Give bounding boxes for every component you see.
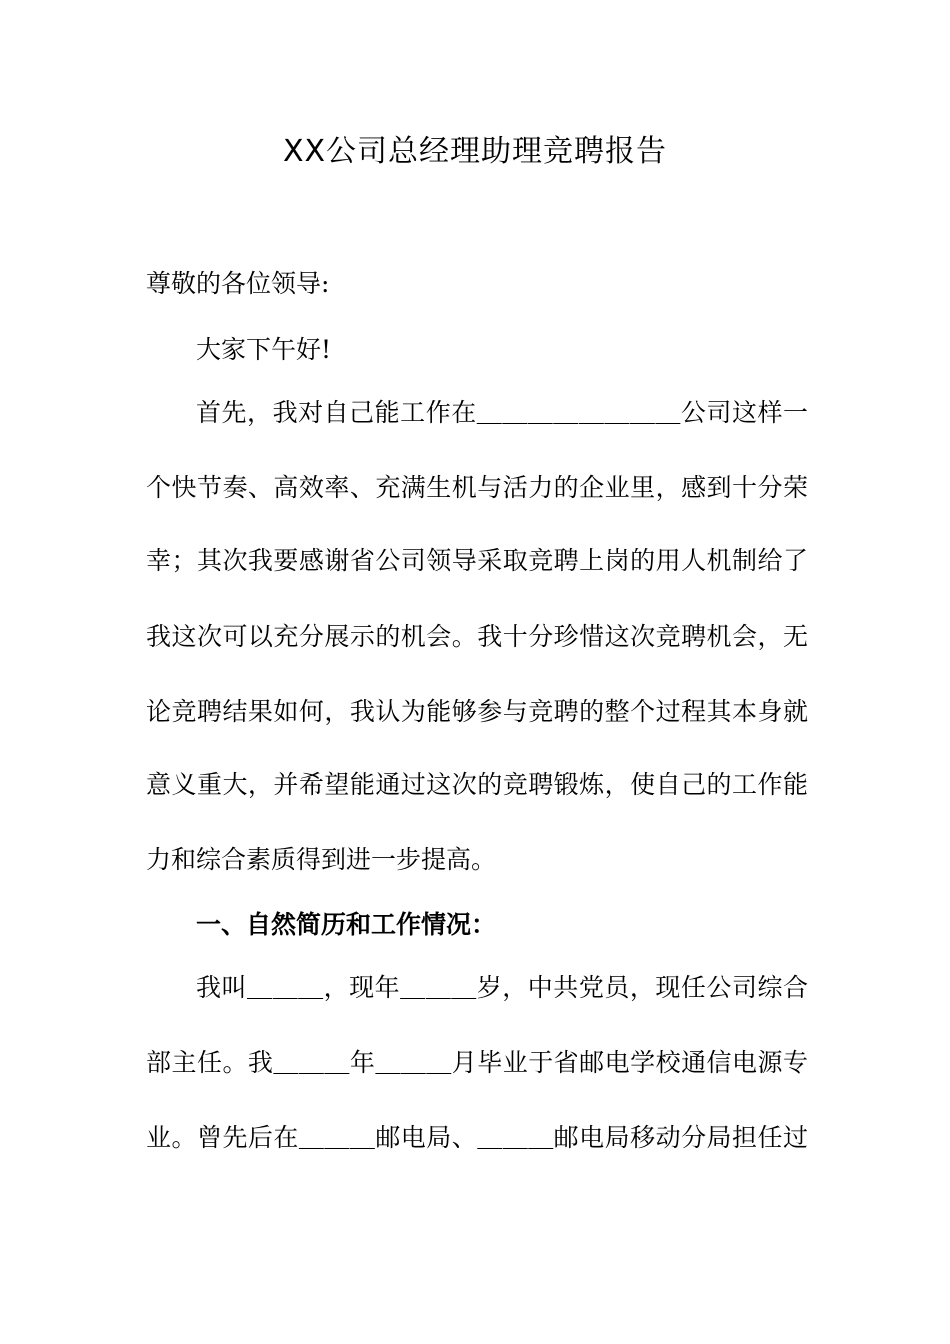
- paragraph-line: 力和综合素质得到进一步提高。: [146, 845, 497, 874]
- paragraph-line: 个快节奏、高效率、充满生机与活力的企业里，感到十分荣: [146, 473, 808, 502]
- paragraph-line: 意义重大，并希望能通过这次的竞聘锻炼，使自己的工作能: [146, 770, 808, 799]
- salutation: 尊敬的各位领导:: [146, 269, 330, 298]
- document-title: XX公司总经理助理竞聘报告: [282, 134, 668, 169]
- greeting: 大家下午好!: [196, 335, 332, 364]
- paragraph-line: 论竞聘结果如何，我认为能够参与竞聘的整个过程其本身就: [146, 697, 808, 726]
- paragraph-line: 我这次可以充分展示的机会。我十分珍惜这次竞聘机会，无: [146, 622, 808, 651]
- paragraph-line: 首先，我对自己能工作在＿＿＿＿＿＿＿＿公司这样一: [196, 398, 808, 427]
- paragraph-line: 幸；其次我要感谢省公司领导采取竞聘上岗的用人机制给了: [146, 546, 808, 575]
- paragraph-line: 业。曾先后在＿＿＿邮电局、＿＿＿邮电局移动分局担任过: [146, 1123, 808, 1152]
- paragraph-line: 我叫＿＿＿，现年＿＿＿岁，中共党员，现任公司综合: [196, 973, 808, 1002]
- section-heading: 一、自然简历和工作情况：: [196, 910, 497, 939]
- paragraph-line: 部主任。我＿＿＿年＿＿＿月毕业于省邮电学校通信电源专: [146, 1048, 808, 1077]
